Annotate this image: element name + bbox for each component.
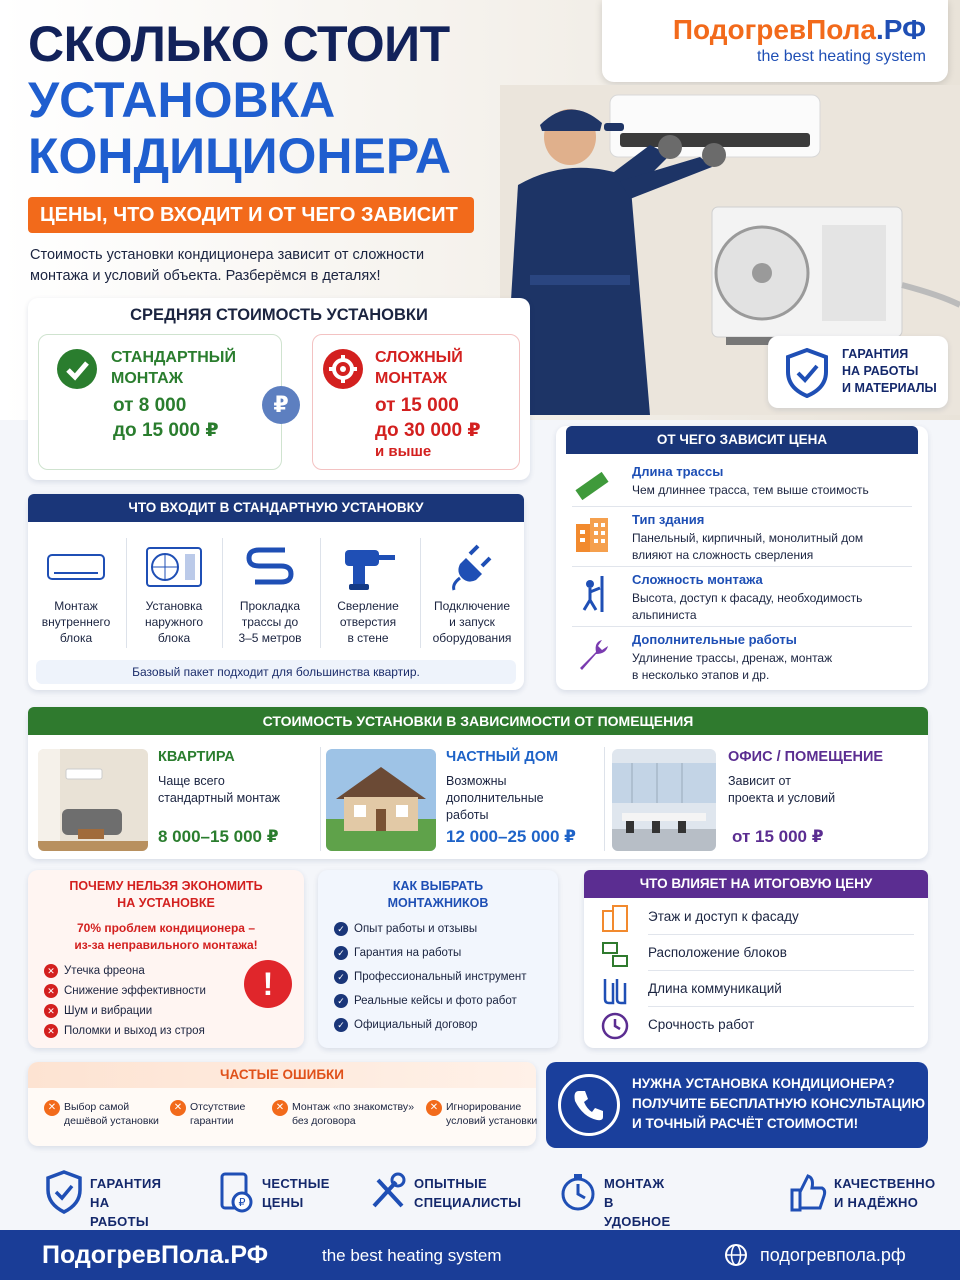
shield-check-icon — [784, 348, 830, 398]
plug-icon — [448, 544, 496, 592]
thumbs-up-icon — [788, 1170, 828, 1214]
factor-row: Длина трассы Чем длиннее трасса, тем выше стоимость — [572, 464, 916, 514]
check-icon — [57, 349, 97, 389]
price-factors-header: ОТ ЧЕГО ЗАВИСИТ ЦЕНА — [566, 426, 918, 454]
ruble-icon: ₽ — [262, 386, 300, 424]
footer-website-link[interactable]: подогревпола.рф — [760, 1245, 906, 1265]
standard-price: от 8 000 до 15 000 ₽ — [113, 395, 219, 441]
guarantee-line-1: ГАРАНТИЯ — [842, 347, 909, 361]
final-price-factors-card — [584, 870, 928, 1048]
factor-row: Дополнительные работы Удлинение трассы, дренаж, монтаж в несколько этапов и др. — [572, 632, 916, 688]
included-note: Базовый пакет подходит для большинства квартир. — [36, 660, 516, 684]
consultation-cta[interactable] — [546, 1062, 928, 1148]
shield-icon — [44, 1170, 84, 1214]
complex-price: от 15 000 до 30 000 ₽ и выше — [375, 395, 481, 460]
average-price-card — [28, 298, 530, 480]
apartment-photo — [38, 749, 148, 851]
final-factor-row: Этаж и доступ к фасаду — [600, 900, 914, 936]
standard-install-option — [38, 334, 282, 470]
intro-text — [30, 245, 500, 287]
outdoor-unit-icon — [145, 546, 203, 590]
pipes-icon — [600, 975, 630, 1005]
choose-installers-card: КАК ВЫБРАТЬ МОНТАЖНИКОВ ✓ Опыт работы и отзывы ✓ Гарантия на работы ✓ Профессиональный инструмент ✓ Реальные кейсы и фото работ ✓ Официальный договор — [318, 870, 558, 1048]
logo-card[interactable] — [602, 0, 948, 82]
wrench-icon — [572, 634, 612, 674]
intro-line-2: монтажа и условий объекта. Разберёмся в деталях! — [30, 268, 381, 284]
cta-text: НУЖНА УСТАНОВКА КОНДИЦИОНЕРА? ПОЛУЧИТЕ БЕСПЛАТНУЮ КОНСУЛЬТАЦИЮ И ТОЧНЫЙ РАСЧЁТ СТОИМОСТИ! — [632, 1076, 926, 1131]
subtitle-banner: ЦЕНЫ, ЧТО ВХОДИТ И ОТ ЧЕГО ЗАВИСИТ — [28, 197, 474, 233]
complex-install-option — [312, 334, 520, 470]
unit-layout-icon — [600, 939, 630, 969]
why-stat: 70% проблем кондиционера – из-за неправильного монтажа! — [74, 921, 258, 952]
room-house: ЧАСТНЫЙ ДОМ Возможны дополнительные работы 12 000–25 000 ₽ — [326, 749, 606, 851]
standard-heading: СТАНДАРТНЫЙ МОНТАЖ — [111, 349, 236, 387]
average-price-title: СРЕДНЯЯ СТОИМОСТЬ УСТАНОВКИ — [130, 306, 428, 324]
footer-bar — [0, 1230, 960, 1280]
included-item-connection: Подключение и запуск оборудования — [420, 538, 524, 646]
guarantee-line-3: И МАТЕРИАЛЫ — [842, 381, 937, 395]
final-factor-row: Расположение блоков — [600, 936, 914, 972]
included-card — [28, 494, 524, 690]
climber-icon — [572, 574, 612, 614]
included-item-outdoor: Установка наружного блока — [126, 538, 222, 646]
factor-row: Сложность монтажа Высота, доступ к фасаду, необходимость альпиниста — [572, 572, 916, 628]
mistakes-header: ЧАСТЫЕ ОШИБКИ — [28, 1062, 536, 1088]
footer-brand[interactable]: ПодогревПола.РФ — [42, 1241, 269, 1269]
final-factor-row: Срочность работ — [600, 1008, 914, 1044]
final-factors-header: ЧТО ВЛИЯЕТ НА ИТОГОВУЮ ЦЕНУ — [584, 870, 928, 898]
final-factor-row: Длина коммуникаций — [600, 972, 914, 1008]
house-photo — [326, 749, 436, 851]
drill-icon — [339, 544, 397, 592]
ruler-icon — [572, 466, 612, 506]
guarantee-line-2: НА РАБОТЫ — [842, 364, 919, 378]
why-not-save-card: ПОЧЕМУ НЕЛЬЗЯ ЭКОНОМИТЬ НА УСТАНОВКЕ 70% проблем кондиционера – из-за неправильного монтажа! ✕ Утечка фреона ✕ Снижение эффективности ✕ Шум и вибрации ✕ Поломки и выход из строя ! — [28, 870, 304, 1048]
included-header: ЧТО ВХОДИТ В СТАНДАРТНУЮ УСТАНОВКУ — [28, 494, 524, 522]
phone-icon — [558, 1074, 620, 1136]
gear-icon — [323, 349, 363, 389]
pipe-coil-icon — [245, 546, 295, 590]
stopwatch-icon — [558, 1170, 598, 1214]
room-types-header: СТОИМОСТЬ УСТАНОВКИ В ЗАВИСИМОСТИ ОТ ПОМЕЩЕНИЯ — [28, 707, 928, 735]
price-factors-card — [556, 426, 928, 690]
how-title: КАК ВЫБРАТЬ МОНТАЖНИКОВ — [387, 879, 489, 910]
logo-tagline: the best heating system — [757, 48, 926, 65]
title-line-1: СКОЛЬКО СТОИТ — [28, 16, 450, 72]
indoor-unit-icon — [46, 553, 106, 583]
intro-line-1: Стоимость установки кондиционера зависит от сложности — [30, 247, 425, 263]
room-flat: КВАРТИРА Чаще всего стандартный монтаж 8 000–15 000 ₽ — [38, 749, 308, 851]
title-line-2: УСТАНОВКА — [28, 72, 336, 128]
price-tag-icon — [216, 1170, 256, 1214]
room-office: ОФИС / ПОМЕЩЕНИЕ Зависит от проекта и условий от 15 000 ₽ — [612, 749, 922, 851]
logo-wordmark: ПодогревПола.РФ — [672, 14, 926, 45]
svg-text:₽: ₽ — [238, 1196, 246, 1209]
footer-slogan: the best heating system — [322, 1246, 502, 1265]
room-types-card — [28, 707, 928, 859]
common-mistakes-card: ЧАСТЫЕ ОШИБКИ ✕ Выбор самой дешёвой установки ✕ Отсутствие гарантии ✕ Монтаж «по знакомству» без договора ✕ Игнорирование условий установки — [28, 1062, 536, 1146]
complex-heading: СЛОЖНЫЙ МОНТАЖ — [375, 349, 463, 387]
globe-icon — [724, 1243, 748, 1267]
building-icon — [572, 514, 612, 554]
tools-icon — [368, 1170, 408, 1214]
warning-icon: ! — [244, 960, 292, 1008]
building-floor-icon — [600, 903, 630, 933]
included-item-pipes: Прокладка трассы до 3–5 метров — [222, 538, 318, 646]
guarantee-badge — [768, 336, 948, 408]
office-photo — [612, 749, 716, 851]
title-line-3: КОНДИЦИОНЕРА — [28, 128, 451, 184]
included-item-drilling: Сверление отверстия в стене — [320, 538, 416, 646]
included-item-indoor: Монтаж внутреннего блока — [28, 538, 124, 646]
why-title: ПОЧЕМУ НЕЛЬЗЯ ЭКОНОМИТЬ НА УСТАНОВКЕ — [69, 879, 263, 910]
clock-icon — [600, 1011, 630, 1041]
factor-row: Тип здания Панельный, кирпичный, монолитный дом влияют на сложность сверления — [572, 512, 916, 568]
